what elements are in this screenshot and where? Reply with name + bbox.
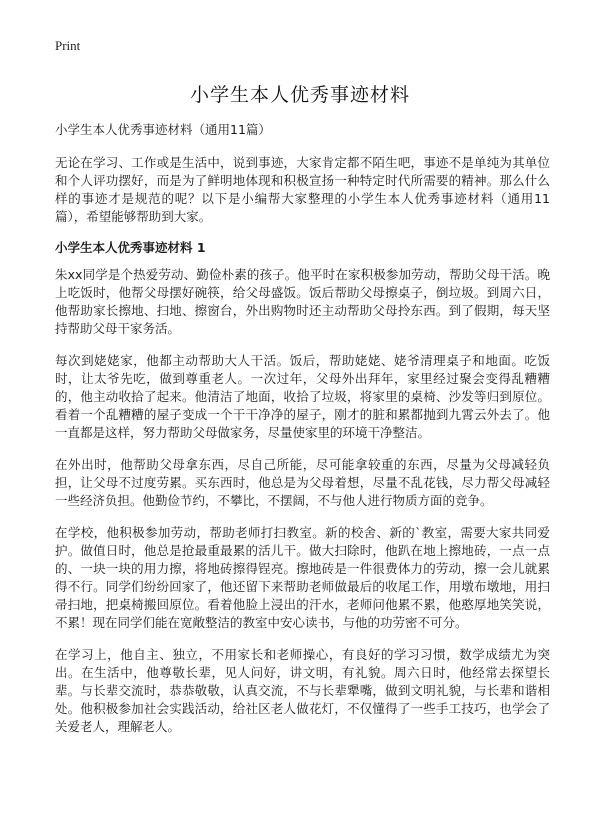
body-paragraph: 在学习上，他自主、独立，不用家长和老师操心，有良好的学习习惯，数学成绩尤为突出。在生活中，他尊敬长辈，见人问好，讲文明，有礼貌。周六日时，他经常去探望长辈。与长辈交流时，恭恭敬敬，认真交流，不与长辈犟嘴，做到文明礼貌，与长辈和谐相处。他积极参加社会实践活动，给社区老人做花灯，不仅懂得了一些手工技巧，也学会了关爱老人，理解老人。 xyxy=(55,647,550,734)
document-subtitle: 小学生本人优秀事迹材料（通用11篇） xyxy=(55,122,271,137)
document-content xyxy=(55,122,550,750)
page-title: 小学生本人优秀事迹材料 xyxy=(189,84,410,106)
intro-paragraph: 无论在学习、工作或是生活中，说到事迹，大家肯定都不陌生吧，事迹不是单纯为其单位和个人评功摆好，而是为了鲜明地体现和积极宣扬一种特定时代所需要的精神。那么什么样的事迹才是规范的呢？以下是小编帮大家整理的小学生本人优秀事迹材料（通用11篇），希望能够帮助到大家。 xyxy=(55,155,550,224)
body-paragraph: 每次到姥姥家，他都主动帮助大人干活。饭后，帮助姥姥、姥爷清理桌子和地面。吃饭时，让太爷先吃，做到尊重老人。一次过年，父母外出拜年，家里经过聚会变得乱糟糟的，他主动收拾了起来。他清洁了地面，收拾了垃圾，将家里的桌椅、沙发等归到原位。看着一个乱糟糟的屋子变成一个干干净净的屋子，刚才的脏和累都抛到九霄云外去了。他一直都是这样，努力帮助父母做家务，尽量使家里的环境干净整洁。 xyxy=(55,353,550,440)
body-paragraph: 在外出时，他帮助父母拿东西，尽自己所能，尽可能拿较重的东西，尽量为父母减轻负担，让父母不过度劳累。买东西时，他总是为父母着想，尽量不乱花钱，尽力帮父母减轻一些经济负担。他勤俭节约，不攀比，不摆阔，不与他人进行物质方面的竞争。 xyxy=(55,457,550,508)
print-link[interactable]: Print xyxy=(55,38,81,53)
body-paragraph: 在学校，他积极参加劳动，帮助老师打扫教室。新的校舍、新的`教室，需要大家共同爱护。做值日时，他总是抢最重最累的活儿干。做大扫除时，他趴在地上擦地砖，一点一点的、一块一块的用力擦，将地砖擦得锃亮。擦地砖是一件很费体力的劳动，擦一会儿就累得不行。同学们纷纷回家了，他还留下来帮助老师做最后的收尾工作，用墩布墩地，用扫帚扫地，把桌椅搬回原位。看着他脸上浸出的汗水，老师问他累不累，他憨厚地笑笑说，不累！现在同学们能在宽敞整洁的教室中安心读书，与他的功劳密不可分。 xyxy=(55,525,550,630)
section-heading: 小学生本人优秀事迹材料 1 xyxy=(55,240,206,255)
body-paragraph: 朱xx同学是个热爱劳动、勤俭朴素的孩子。他平时在家积极参加劳动，帮助父母干活。晚上吃饭时，他帮父母摆好碗筷，给父母盛饭。饭后帮助父母擦桌子，倒垃圾。到周六日，他帮助家长擦地、扫地、擦窗台，外出购物时还主动帮助父母拎东西。到了假期，每天坚持帮助父母干家务活。 xyxy=(55,267,550,336)
